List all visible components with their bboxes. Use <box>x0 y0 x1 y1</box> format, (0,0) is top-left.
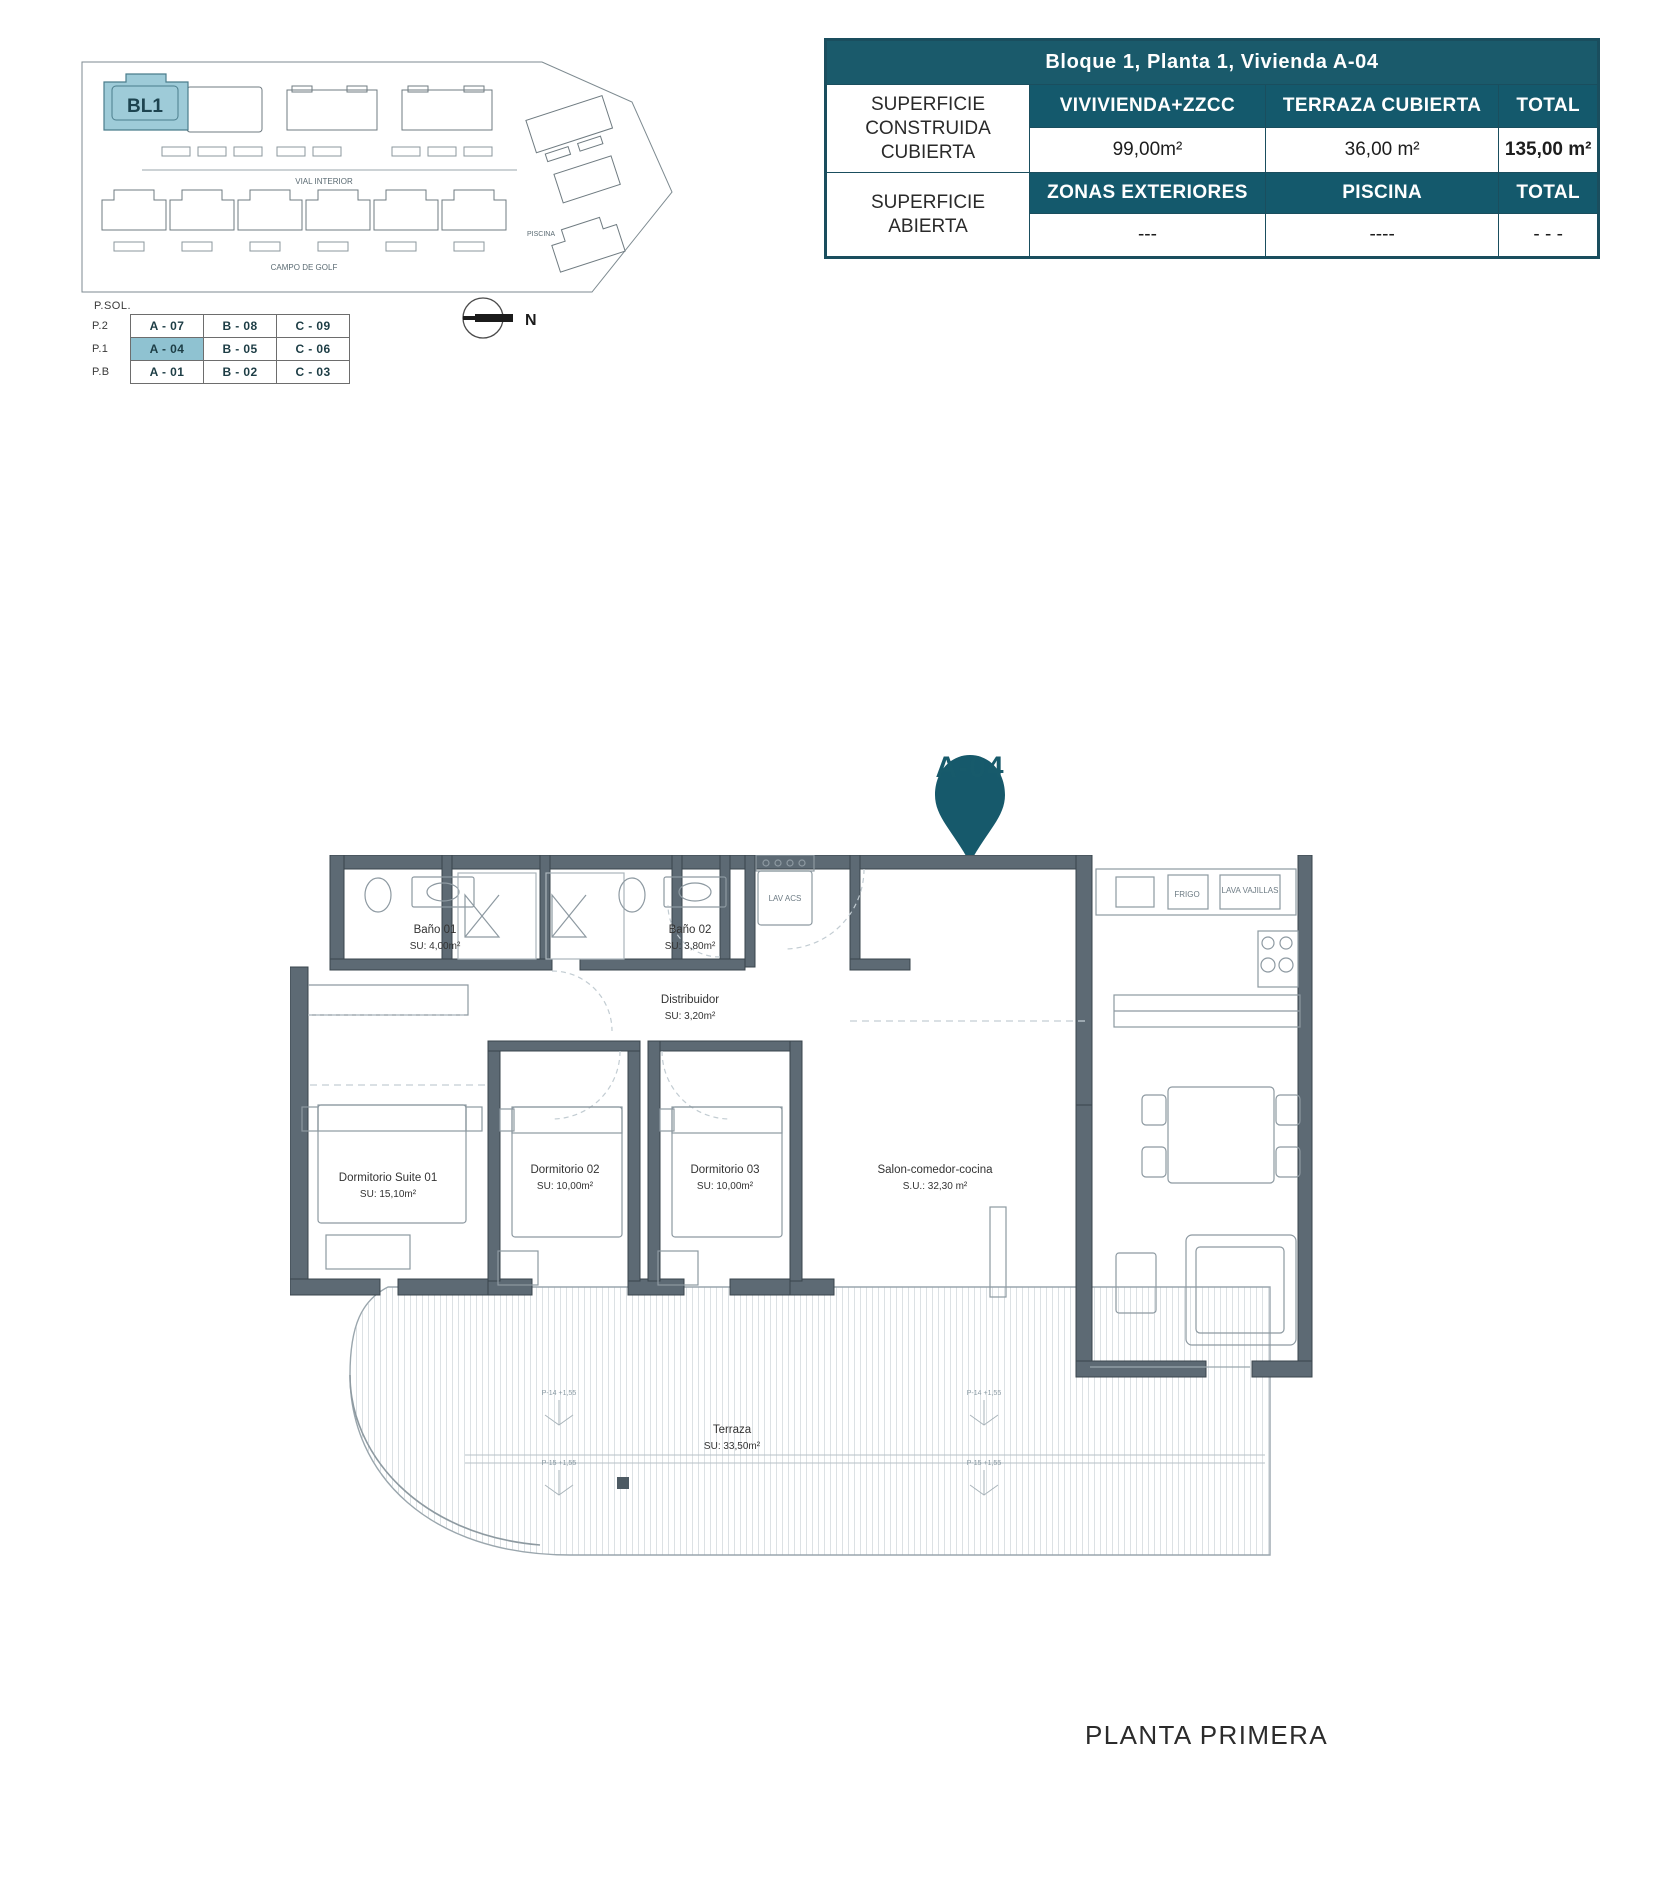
room-label-terraza: Terraza <box>712 1424 752 1436</box>
col-header-vivienda: VIVIVIENDA+ZZCC <box>1030 85 1266 128</box>
col-header-piscina: PISCINA <box>1265 173 1498 214</box>
terrace-level-mark: P-15 +1,55 <box>966 1460 1002 1467</box>
pin-label: A-04 <box>935 751 1005 784</box>
unit-cell-b02[interactable]: B - 02 <box>204 361 277 384</box>
room-label-dorm02: Dormitorio 02 <box>530 1164 600 1176</box>
appliance-label-frigo: FRIGO <box>1174 890 1200 899</box>
room-area-salon: S.U.: 32,30 m² <box>902 1181 968 1192</box>
room-label-dorm03: Dormitorio 03 <box>690 1164 760 1176</box>
surface-areas-table <box>824 38 1600 259</box>
surface-row-label-built: SUPERFICIE CONSTRUIDA CUBIERTA <box>827 85 1030 173</box>
floor-label: P.2 <box>92 320 109 332</box>
terrace-level-mark: P-15 +1,55 <box>541 1460 577 1467</box>
room-label-salon: Salon-comedor-cocina <box>877 1164 993 1176</box>
value-piscina: ---- <box>1265 214 1498 257</box>
value-total-open: - - - <box>1499 214 1598 257</box>
col-header-zonas-exteriores: ZONAS EXTERIORES <box>1030 173 1266 214</box>
room-label-distribuidor: Distribuidor <box>660 994 720 1006</box>
appliance-label-laundry: LAV ACS <box>768 894 802 903</box>
unit-location-pin <box>905 745 1035 865</box>
selector-row <box>92 361 350 384</box>
surface-table-title: Bloque 1, Planta 1, Vivienda A-04 <box>827 41 1598 85</box>
room-area-dorm03: SU: 10,00m² <box>696 1181 754 1192</box>
terrace-area <box>350 1287 1270 1555</box>
interior-road-label: VIAL INTERIOR <box>295 177 353 186</box>
value-terraza: 36,00 m² <box>1265 128 1498 173</box>
terrace-level-mark: P-14 +1,55 <box>966 1390 1002 1397</box>
unit-cell-b08[interactable]: B - 08 <box>204 315 277 338</box>
selector-row <box>92 315 350 338</box>
room-label-bano01: Baño 01 <box>413 924 457 936</box>
north-label: N <box>525 312 537 329</box>
value-total-built: 135,00 m² <box>1499 128 1598 173</box>
pool-label: PISCINA <box>526 231 556 238</box>
unit-cell-c03[interactable]: C - 03 <box>277 361 350 384</box>
room-label-bano02: Baño 02 <box>668 924 712 936</box>
appliance-label-dishwasher: LAVA VAJILLAS <box>1221 886 1279 895</box>
block-badge-label: BL1 <box>127 96 163 117</box>
room-area-bano01: SU: 4,00m² <box>409 941 461 952</box>
unit-cell-a04-selected[interactable]: A - 04 <box>131 338 204 361</box>
value-vivienda: 99,00m² <box>1030 128 1266 173</box>
room-area-distribuidor: SU: 3,20m² <box>664 1011 716 1022</box>
terrace-level-mark: P-14 +1,55 <box>541 1390 577 1397</box>
selector-row <box>92 338 350 361</box>
unit-cell-c06[interactable]: C - 06 <box>277 338 350 361</box>
room-area-bano02: SU: 3,80m² <box>664 941 716 952</box>
north-compass <box>455 290 555 346</box>
bedroom-furniture <box>302 985 1090 1285</box>
room-area-suite01: SU: 15,10m² <box>359 1189 417 1200</box>
unit-selector-table[interactable] <box>92 300 407 384</box>
psol-caption: P.SOL. <box>94 300 132 312</box>
room-area-dorm02: SU: 10,00m² <box>536 1181 594 1192</box>
col-header-terraza: TERRAZA CUBIERTA <box>1265 85 1498 128</box>
unit-cell-a01[interactable]: A - 01 <box>131 361 204 384</box>
col-header-total-open: TOTAL <box>1499 173 1598 214</box>
floor-label: P.1 <box>92 343 109 355</box>
site-key-plan <box>72 42 704 307</box>
floor-label: P.B <box>92 366 110 378</box>
floor-plan-title: PLANTA PRIMERA <box>1085 1720 1329 1750</box>
unit-cell-c09[interactable]: C - 09 <box>277 315 350 338</box>
room-area-terraza: SU: 33,50m² <box>703 1441 761 1452</box>
floor-plan-drawing <box>290 855 1350 1755</box>
surface-row-label-open: SUPERFICIE ABIERTA <box>827 173 1030 257</box>
room-label-suite01: Dormitorio Suite 01 <box>338 1172 438 1184</box>
golf-course-label: CAMPO DE GOLF <box>270 263 338 272</box>
value-zonas-exteriores: --- <box>1030 214 1266 257</box>
unit-cell-a07[interactable]: A - 07 <box>131 315 204 338</box>
col-header-total: TOTAL <box>1499 85 1598 128</box>
unit-cell-b05[interactable]: B - 05 <box>204 338 277 361</box>
